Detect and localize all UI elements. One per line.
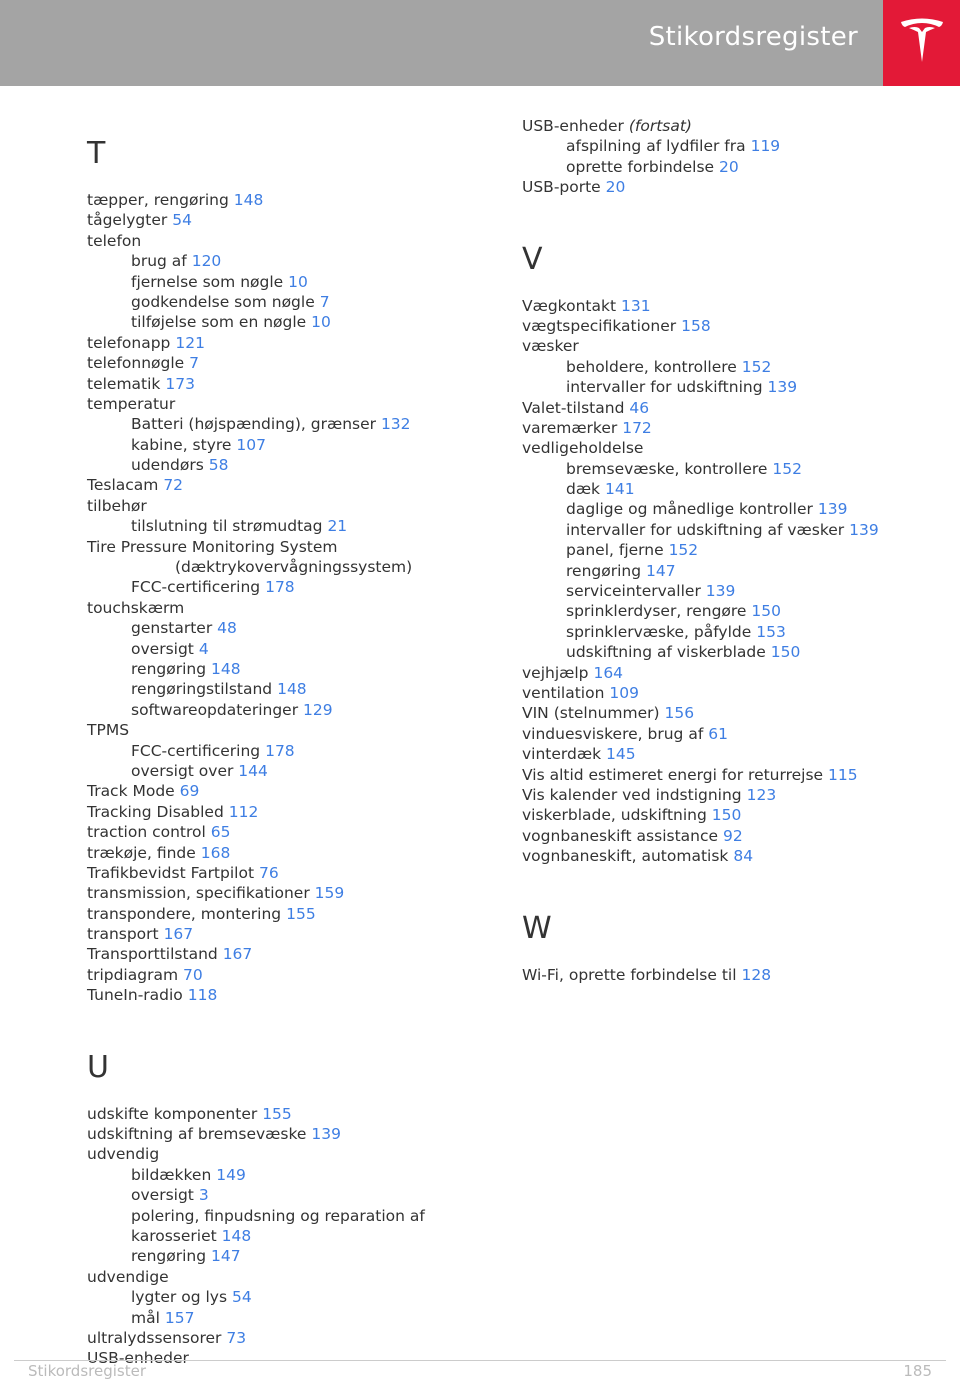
index-entry-text: telefonapp	[87, 333, 171, 352]
index-entry	[522, 965, 922, 985]
page-link[interactable]: 139	[817, 500, 848, 519]
index-entry	[87, 1328, 487, 1348]
index-entry-text: vognbaneskift assistance	[522, 826, 719, 845]
index-entry	[87, 1144, 487, 1164]
index-entry-text: rengøring	[131, 1247, 207, 1266]
page-link[interactable]: 7	[189, 354, 200, 373]
index-subentry	[87, 679, 487, 699]
index-subentry	[87, 1206, 487, 1226]
index-entry-text: TPMS	[87, 721, 130, 740]
index-subentry	[87, 414, 487, 434]
index-entry-text: polering, finpudsning og reparation af	[131, 1206, 425, 1225]
index-letter-heading: V	[522, 241, 543, 277]
index-entry-text: ultralydssensorer	[87, 1328, 222, 1347]
index-entry	[87, 1104, 487, 1124]
page-link[interactable]: 155	[262, 1104, 292, 1123]
index-entry	[522, 826, 922, 846]
page-link[interactable]: 20	[719, 157, 739, 176]
index-subentry	[522, 601, 922, 621]
page-title: Stikordsregister	[648, 22, 858, 52]
index-entry-text: udendørs	[131, 456, 204, 475]
index-entry-text: oversigt	[131, 639, 194, 658]
page-link[interactable]: 131	[620, 296, 651, 315]
index-entry	[522, 177, 922, 197]
index-entry	[87, 781, 487, 801]
index-entry	[522, 805, 922, 825]
page-link[interactable]: 152	[668, 541, 699, 560]
index-entry	[87, 822, 487, 842]
page-header	[0, 0, 960, 86]
index-entry-text: ventilation	[522, 683, 605, 702]
index-entry-text: bildækken	[131, 1165, 212, 1184]
index-entry	[87, 720, 487, 740]
index-entry-text: softwareopdateringer	[131, 700, 299, 719]
index-entry	[87, 374, 487, 394]
page-link[interactable]: 139	[311, 1125, 341, 1144]
page-link[interactable]: 159	[314, 884, 345, 903]
index-subentry	[87, 1185, 487, 1205]
index-entry-text: kabine, styre	[131, 435, 232, 454]
index-entry	[87, 231, 487, 251]
index-letter-heading: W	[522, 910, 552, 946]
index-letter-heading: U	[87, 1049, 109, 1085]
index-entry-text: vognbaneskift, automatisk	[522, 847, 729, 866]
index-entry-text: touchskærm	[87, 598, 185, 617]
index-entry	[87, 965, 487, 985]
index-entry	[522, 683, 922, 703]
index-subentry	[87, 639, 487, 659]
index-entry-text: vinduesviskere, brug af	[522, 724, 704, 743]
index-entry-text: bremsevæske, kontrollere	[566, 459, 768, 478]
page-link[interactable]: 72	[163, 476, 184, 495]
index-entry-text: intervaller for udskiftning af væsker	[566, 520, 845, 539]
index-column-left	[87, 116, 487, 1369]
continued-note: (fortsat)	[628, 117, 692, 135]
index-entry-text: Teslacam	[87, 476, 159, 495]
index-entry-text: vinterdæk	[522, 745, 602, 764]
index-entry	[522, 296, 922, 316]
index-entry-text: Tire Pressure Monitoring System	[87, 537, 338, 556]
index-subentry	[87, 312, 487, 332]
page-link[interactable]: 115	[828, 765, 858, 784]
index-entry-text: udvendige	[87, 1267, 169, 1286]
index-entry-text: udvendig	[87, 1145, 160, 1164]
index-subentry	[87, 455, 487, 475]
page-link[interactable]: 123	[746, 785, 777, 804]
page-link[interactable]: 178	[265, 741, 295, 760]
index-subentry	[522, 642, 922, 662]
index-entry-text: telematik	[87, 374, 161, 393]
page-link[interactable]: 153	[756, 622, 786, 641]
index-entry	[522, 765, 922, 785]
page-link[interactable]: 158	[681, 316, 711, 335]
index-entry-text: USB-porte	[522, 178, 601, 197]
page-link[interactable]: 152	[741, 357, 772, 376]
page-link[interactable]: 120	[191, 252, 222, 271]
index-letter-heading: T	[87, 136, 106, 171]
index-entry-text: daglige og månedlige kontroller	[566, 500, 813, 519]
index-entry	[87, 904, 487, 924]
index-column-right	[522, 116, 922, 985]
page-link[interactable]: 139	[767, 378, 798, 397]
page-link[interactable]: 112	[228, 802, 259, 821]
index-entry	[522, 398, 922, 418]
index-entry-text: intervaller for udskiftning	[566, 378, 763, 397]
page-link[interactable]: 107	[236, 435, 266, 454]
page-link[interactable]: 167	[163, 925, 194, 944]
index-entry-text: rengøring	[131, 659, 207, 678]
index-entry-text: udskiftning af bremsevæske	[87, 1125, 307, 1144]
index-subentry	[87, 1308, 487, 1328]
page-link[interactable]: 76	[258, 863, 279, 882]
index-subentry	[522, 520, 922, 540]
page-link[interactable]: 69	[179, 782, 200, 801]
index-subentry	[87, 251, 487, 271]
page-link[interactable]: 132	[380, 415, 411, 434]
page-link[interactable]: 54	[172, 211, 192, 230]
page-link[interactable]: 73	[226, 1328, 247, 1347]
index-entry-text: telefonnøgle	[87, 354, 185, 373]
index-entry-text: temperatur	[87, 394, 176, 413]
page-link[interactable]: 172	[622, 418, 652, 437]
index-entry-text: Vægkontakt	[522, 296, 617, 315]
index-entry-text: TuneIn-radio	[87, 986, 183, 1005]
index-entry	[522, 744, 922, 764]
index-entry-text: tripdiagram	[87, 965, 179, 984]
page-link[interactable]: 155	[286, 904, 316, 923]
index-entry-text: sprinklervæske, påfylde	[566, 622, 752, 641]
index-entry	[87, 985, 487, 1005]
index-entry-text: rengøring	[566, 561, 642, 580]
page-link[interactable]: 141	[604, 480, 635, 499]
page-link[interactable]: 70	[183, 965, 203, 984]
index-entry-text: oversigt over	[131, 761, 234, 780]
index-entry-text: Transporttilstand	[87, 945, 218, 964]
index-subentry	[522, 377, 922, 397]
page-link[interactable]: 148	[221, 1226, 252, 1245]
page-link[interactable]: 167	[222, 945, 253, 964]
index-subentry	[522, 479, 922, 499]
index-subentry	[87, 292, 487, 312]
index-entry-text: mål	[131, 1308, 160, 1327]
index-entry-text: fjernelse som nøgle	[131, 272, 284, 291]
page-link[interactable]: 84	[733, 847, 754, 866]
page-link[interactable]: 118	[187, 986, 218, 1005]
index-entry-text: trækøje, finde	[87, 843, 196, 862]
index-entry	[87, 1267, 487, 1287]
index-entry-text: Wi-Fi, oprette forbindelse til	[522, 965, 737, 984]
index-entry-text: tilbehør	[87, 496, 147, 515]
index-entry	[522, 785, 922, 805]
tesla-logo-icon	[898, 16, 946, 70]
index-entry-text: transport	[87, 925, 159, 944]
page-link[interactable]: 65	[210, 823, 231, 842]
index-entry	[87, 924, 487, 944]
page-link[interactable]: 48	[217, 619, 237, 638]
page-link[interactable]: 157	[164, 1308, 195, 1327]
page-link[interactable]: 58	[208, 456, 229, 475]
index-subentry	[87, 435, 487, 455]
page-link[interactable]: 156	[664, 704, 695, 723]
index-entry-text: Tracking Disabled	[87, 802, 224, 821]
index-subentry	[522, 540, 922, 560]
index-entry-text: transmission, specifikationer	[87, 884, 310, 903]
page-link[interactable]: 3	[198, 1186, 209, 1205]
index-entry-text: transpondere, montering	[87, 904, 282, 923]
index-entry	[87, 1348, 487, 1368]
index-entry	[522, 703, 922, 723]
index-subentry	[522, 136, 922, 156]
page-link[interactable]: 7	[319, 292, 330, 311]
index-subentry	[87, 1246, 487, 1266]
index-entry-text: (dæktrykovervågningssystem)	[175, 558, 413, 577]
index-subentry	[87, 272, 487, 292]
index-subentry	[87, 557, 487, 577]
index-entry	[522, 724, 922, 744]
page-link[interactable]: 150	[711, 806, 742, 825]
index-subentry	[522, 357, 922, 377]
page-link[interactable]: 4	[198, 639, 209, 658]
page-link[interactable]: 147	[211, 1247, 241, 1266]
index-entry	[87, 802, 487, 822]
index-entry-text: tæpper, rengøring	[87, 191, 229, 209]
index-entry-text: Valet-tilstand	[522, 398, 625, 417]
page-link[interactable]: 121	[175, 333, 205, 352]
index-subentry	[87, 516, 487, 536]
page-link[interactable]: 139	[705, 582, 736, 601]
page-link[interactable]: 10	[288, 272, 308, 291]
index-entry-text: beholdere, kontrollere	[566, 357, 737, 376]
index-entry-text: dæk	[566, 480, 601, 499]
index-entry	[87, 598, 487, 618]
index-entry-text: tågelygter	[87, 211, 168, 230]
index-entry	[522, 438, 922, 458]
index-entry	[522, 846, 922, 866]
index-entry	[522, 418, 922, 438]
index-entry	[87, 843, 487, 863]
page-link[interactable]: 109	[609, 683, 639, 702]
footer-page-number: 185	[903, 1362, 932, 1380]
index-entry	[87, 353, 487, 373]
index-entry-text: Trafikbevidst Fartpilot	[87, 863, 255, 882]
page-link[interactable]: 152	[772, 459, 802, 478]
index-entry-text: brug af	[131, 252, 187, 271]
index-entry-text: telefon	[87, 231, 142, 250]
page-link[interactable]: 20	[605, 178, 626, 197]
page-link[interactable]: 173	[165, 374, 195, 393]
index-subentry	[522, 622, 922, 642]
index-entry-text: vedligeholdelse	[522, 439, 644, 458]
page-link[interactable]: 144	[238, 761, 268, 780]
index-entry	[522, 336, 922, 356]
page-link[interactable]: 148	[233, 191, 264, 209]
footer-section-label: Stikordsregister	[28, 1362, 146, 1380]
page-link[interactable]: 178	[265, 578, 295, 597]
index-entry	[87, 863, 487, 883]
index-subentry	[87, 1287, 487, 1307]
index-entry	[522, 663, 922, 683]
page-link[interactable]: 150	[751, 602, 781, 621]
index-entry	[87, 496, 487, 516]
index-entry-text: vejhjælp	[522, 663, 589, 682]
index-entry-text: lygter og lys	[131, 1288, 228, 1307]
index-entry-text: varemærker	[522, 418, 618, 437]
page-link[interactable]: 92	[723, 826, 743, 845]
index-entry	[87, 944, 487, 964]
index-subentry	[522, 581, 922, 601]
index-subentry	[87, 1165, 487, 1185]
index-subentry	[87, 741, 487, 761]
index-entry	[87, 475, 487, 495]
index-entry-text: afspilning af lydfiler fra	[566, 137, 746, 156]
index-entry-text: USB-enheder	[522, 117, 624, 135]
index-entry	[87, 1124, 487, 1144]
index-subentry	[522, 499, 922, 519]
index-subentry	[87, 700, 487, 720]
index-subentry	[522, 157, 922, 177]
index-entry	[87, 394, 487, 414]
index-entry-text: traction control	[87, 823, 206, 842]
index-entry	[87, 190, 487, 210]
index-entry-text: udskifte komponenter	[87, 1104, 258, 1123]
index-entry-text: Batteri (højspænding), grænser	[131, 415, 376, 434]
index-entry-text: FCC-certificering	[131, 578, 261, 597]
footer-divider	[14, 1360, 946, 1361]
page-link[interactable]: 139	[849, 520, 879, 539]
index-entry-text: USB-enheder	[87, 1349, 189, 1368]
page-link[interactable]: 21	[327, 517, 348, 536]
index-entry	[522, 316, 922, 336]
page-link[interactable]: 148	[277, 680, 307, 699]
index-entry	[522, 116, 922, 136]
index-entry-text: rengøringstilstand	[131, 680, 273, 699]
index-entry-text: oversigt	[131, 1186, 194, 1205]
index-subentry	[87, 659, 487, 679]
page-link[interactable]: 129	[303, 700, 333, 719]
index-subentry	[522, 459, 922, 479]
index-entry-text: Track Mode	[87, 782, 175, 801]
index-entry-text: oprette forbindelse	[566, 157, 715, 176]
index-entry-text: væsker	[522, 337, 579, 356]
index-entry-text: udskiftning af viskerblade	[566, 643, 766, 662]
index-entry-text: sprinklerdyser, rengøre	[566, 602, 747, 621]
index-subentry	[87, 577, 487, 597]
index-entry-text: panel, fjerne	[566, 541, 664, 560]
index-entry-text: VIN (stelnummer)	[522, 704, 660, 723]
index-entry	[87, 333, 487, 353]
index-subentry	[522, 561, 922, 581]
page-link[interactable]: 145	[606, 745, 636, 764]
index-entry-text: Vis kalender ved indstigning	[522, 785, 742, 804]
logo-box	[883, 0, 960, 86]
page-link[interactable]: 10	[311, 313, 331, 332]
index-entry-text: karosseriet	[131, 1226, 217, 1245]
index-entry-text: tilslutning til strømudtag	[131, 517, 323, 536]
index-entry-text: tilføjelse som en nøgle	[131, 313, 307, 332]
index-entry-text: vægtspecifikationer	[522, 316, 677, 335]
index-entry-text: viskerblade, udskiftning	[522, 806, 707, 825]
page-link[interactable]: 147	[646, 561, 676, 580]
index-entry-text: godkendelse som nøgle	[131, 292, 315, 311]
index-subentry	[87, 618, 487, 638]
page-link[interactable]: 46	[629, 398, 650, 417]
section-gap	[522, 867, 922, 891]
section-gap	[87, 1006, 487, 1030]
page-link[interactable]: 164	[593, 663, 624, 682]
index-entry	[87, 883, 487, 903]
page-link[interactable]: 61	[708, 724, 728, 743]
index-entry	[87, 210, 487, 230]
page-link[interactable]: 119	[750, 137, 781, 156]
index-entry-text: serviceintervaller	[566, 582, 701, 601]
section-gap	[522, 198, 922, 222]
index-subentry	[87, 761, 487, 781]
page-link[interactable]: 168	[200, 843, 231, 862]
page-link[interactable]: 149	[216, 1165, 246, 1184]
index-entry	[87, 537, 487, 557]
page-link[interactable]: 54	[231, 1288, 252, 1307]
index-entry-text: genstarter	[131, 619, 213, 638]
index-entry-text: FCC-certificering	[131, 741, 261, 760]
page-link[interactable]: 148	[211, 659, 241, 678]
index-entry-text: Vis altid estimeret energi for returrejse	[522, 765, 824, 784]
page-link[interactable]: 150	[770, 643, 801, 662]
index-subentry	[87, 1226, 487, 1246]
page-link[interactable]: 128	[741, 965, 772, 984]
